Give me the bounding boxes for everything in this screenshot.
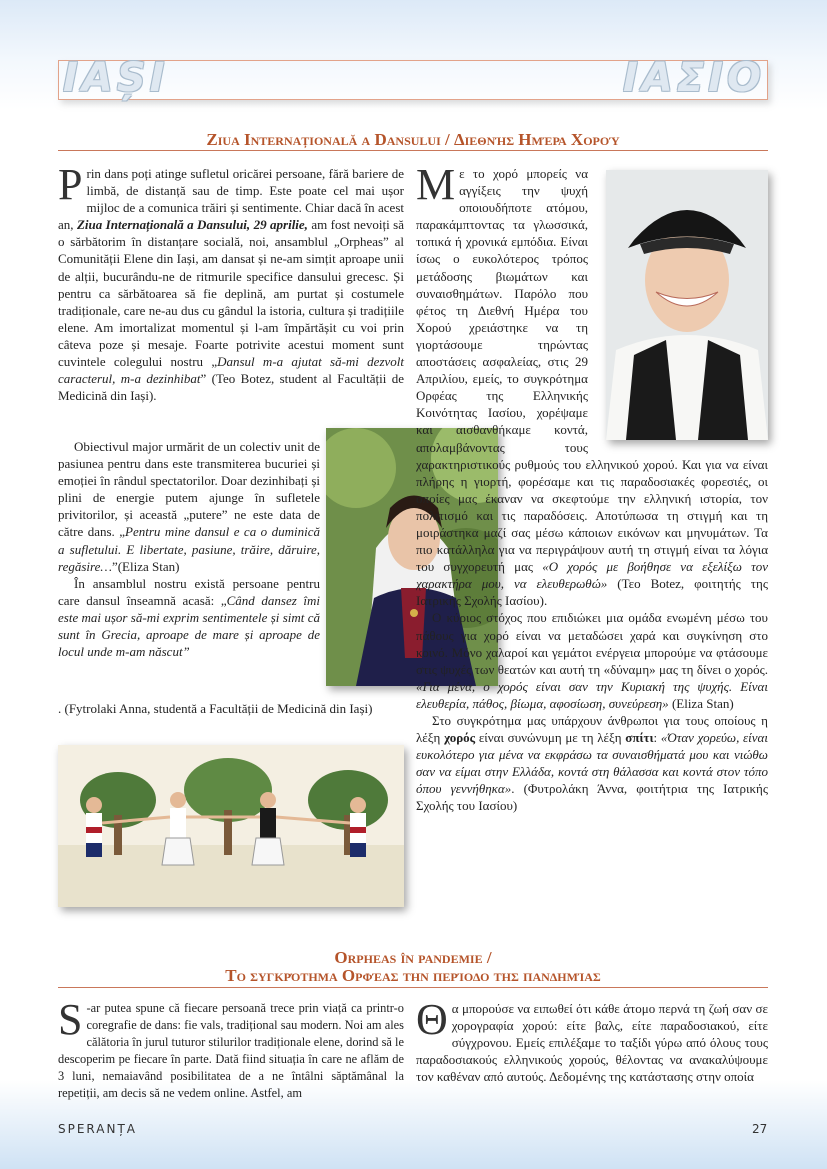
ro-text: ” (Teo Botez, student al Facultății de Medicină din Iași). bbox=[58, 371, 404, 404]
footer-magazine-name: SPERANȚA bbox=[58, 1122, 138, 1136]
dancer-1 bbox=[86, 797, 102, 857]
gr-text-bold: χορός bbox=[444, 730, 476, 746]
gr-text: ε το χορό μπορείς να αγγίξεις την ψυχή οποιουδήποτε ατόμου, παρακάμπτοντας τα γλωσσικά, τοπικά ή χρονικά εμπόδια. Είναι ίσως ο ευκολότερος τρόπος μετάδοσης βιωμάτων και συναισθημάτων. Παρόλο που φέτος τη Διεθνή Ημέρα του Χορού χρειάστηκε να τη γιορτάσουμε τηρώντας αποστάσεις ασφαλείας, στις 29 Απριλίου, εμείς, το συγκρότημα Ορφέας της Ελληνικής Κοινότητας Ιασίου, χορέψαμε και αισθανθήκαμε κοντά, απολαμβάνοντας τους χαρακτηριστικούς ρυθμούς του ελληνικού χορού. Και για να είναι πλήρης η γιορτή, φορέσαμε και τις παραδοσιακές φορεσιές, οι οποίες μας έκαναν να σκεφτούμε την ελληνική ιστορία, τον πολιτισμό και τις παραδόσεις. Αποτύπωσα τη στιγμή και τη μοιράστηκα μαζί σας μέσω κάποιων εικόνων και μηνυμάτων. Τα πιο κατάλληλα για να περιγράψουν αυτή τη στιγμή είναι τα λόγια του συγχορευτή μας bbox=[416, 166, 768, 575]
gr-pandemic-paragraph bbox=[416, 995, 768, 1085]
ro-text: rin dans poți atinge sufletul oricărei persoane, fără bariere de limbă, de distanță sau de timp. Este poate cel mai ușor mijloc de a comunica trăiri și sentimente. Chiar dacă în acest an, bbox=[58, 166, 404, 233]
gr-text: (Eliza Stan) bbox=[668, 695, 734, 711]
banner-word-iasi-gr: ΙΑΣΙΟ bbox=[622, 55, 765, 101]
ro-text: . (Fytrolaki Anna, studentă a Facultății de Medicină din Iași) bbox=[58, 701, 373, 716]
gr-quote: «Όταν χορεύω, είναι ευκολότερο για μένα να εκφράσω τα συναισθήματά μου και νιώθω σαν να είμαι στην Ελλάδα, κοντά στη θάλασσα και κοντά στον τόπο όπου γεννήθηκα» bbox=[416, 730, 768, 797]
title-rule bbox=[58, 150, 768, 151]
ro-dropcap: P bbox=[58, 160, 83, 209]
banner-word-iasi-ro: IAȘI bbox=[63, 55, 169, 101]
ro-article-tail bbox=[58, 700, 404, 717]
ro-paragraph-3-end bbox=[58, 700, 404, 717]
ro-text: -ar putea spune că fiecare persoană trece prin viață ca printr-o coregrafie de dans: fie vals, tradițional sau modern. Noi am ales călătoria în jurul tuturor stilurilor tradiționale elene, dorind să le descoperim pe fiecare în parte. Dată fiind situația în care ne aflăm de 3 luni, nemaiavând posibilitatea de a ne întâlni săptămânal la repetiții, am decis să ne vedem online. Astfel, am bbox=[58, 1001, 404, 1101]
painting-dancers bbox=[58, 745, 404, 907]
painting-dancers-illustration bbox=[58, 745, 404, 907]
ro-paragraph-1 bbox=[58, 160, 405, 404]
ro-text: ”(Eliza Stan) bbox=[111, 558, 180, 574]
photo-boy-with-cap bbox=[606, 170, 768, 440]
gr-pandemic-column bbox=[416, 995, 768, 1085]
gr-text: α μπορούσε να ειπωθεί ότι κάθε άτομο περνά τη ζωή σαν σε χορογραφία χορού: είτε βαλς, είτε παραδοσιακού, είτε σύγχρονου. Εμείς επιλέξαμε το ταξίδι γύρω από όλους τους παραδοσιακούς ελληνικούς χορούς, θέλοντας να ανακαλύψουμε τον καθέναν από αυτούς. Δεδομένης της κατάστασης στην οποία bbox=[416, 1001, 768, 1085]
gr-pandemic-dropcap: Θ bbox=[416, 995, 448, 1044]
gr-quote: «Για μένα, ο χορός είναι σαν την Κυριακή της ψυχής. Είναι ελευθερία, πάθος, βίωμα, αφοσίωση, συνεύρεση» bbox=[416, 678, 768, 711]
ro-article-column bbox=[58, 160, 405, 404]
ro-text: am fost nevoiți să o sărbătorim în distanțare socială, noi, ansamblul „Orpheas” al Comunității Elene din Iași, am dansat și ne-am simțit aproape unii de alții, bucurându-ne de ritmurile specifice dansului grecesc. Și pentru ca sărbătoarea să fie deplină, am purtat și costumele tradiționale, care ne-au dus cu gândul la istoria, cultura și tradițiile elene. Am imortalizat momentul și l-am împărtășit cu voi prin câteva poze și mesaje. Foarte potrivite acestui moment sunt cuvintele colegului nostru „ bbox=[58, 217, 404, 370]
ro-article-column-narrow bbox=[58, 438, 320, 660]
ro-text: În ansamblul nostru există persoane pentru care dansul înseamnă acasă: „ bbox=[58, 575, 320, 608]
gr-paragraph-2 bbox=[416, 609, 768, 712]
gr-text: Ο κύριος στόχος που επιδιώκει μια ομάδα ενωμένη μέσω του πάθους για χορό είναι να μεταδώσει χαρά και συγκίνηση στο κοινό. Μόνο χαλαροί και γεμάτοι ενέργεια μπορούμε να φτάσουμε στις ψυχές των θεατών και αυτή τη «δύναμη» μας τη δίνει ο χορός. bbox=[416, 610, 768, 677]
footer-page-number: 27 bbox=[752, 1122, 768, 1136]
gr-text: είναι συνώνυμη με τη λέξη bbox=[475, 730, 626, 746]
ro-quote: Pentru mine dansul e ca o duminică a sufletului. E libertate, pasiune, trăire, dăruire, regăsire… bbox=[58, 524, 320, 574]
ro-pandemic-column bbox=[58, 995, 404, 1103]
gr-text: : bbox=[653, 730, 661, 746]
section-title-pandemic-ro: Orpheas în pandemie / bbox=[334, 948, 492, 967]
ro-pandemic-dropcap: S bbox=[58, 995, 83, 1044]
gr-dropcap-flow: Μ bbox=[416, 165, 456, 209]
gr-text: . (Φυτρολάκη Άννα, φοιτήτρια της Ιατρικής Σχολής του Ιασίου) bbox=[416, 781, 768, 814]
gr-text: (Τεο Botez, φοιτητής της Ιατρικής Σχολής Ιασίου). bbox=[416, 576, 768, 609]
header-banner bbox=[58, 55, 768, 101]
section-title-dance-day: Ziua Internațională a Dansului / Διεθνής Ημέρα Χορού bbox=[206, 130, 620, 149]
ro-paragraph-2 bbox=[58, 438, 320, 575]
ro-quote: Când dansez îmi este mai ușor să-mi exprim sentimentele și simt că sunt în Grecia, aproape de mare și aproape de locul unde m-am născut” bbox=[58, 592, 321, 660]
gr-paragraph-3 bbox=[416, 712, 768, 815]
ro-text-emphasis: Ziua Internațională a Dansului, 29 aprilie, bbox=[76, 217, 308, 233]
photo-boy-illustration bbox=[606, 170, 768, 440]
dancer-4 bbox=[350, 797, 366, 857]
ro-text: Obiectivul major urmărit de un colectiv unit de pasiunea pentru dans este transmiterea bucuriei și emoției în rândul spectatorilor. Doar dezinhibați și plini de energie putem ajunge în sufletele privitorilor, și această „putere” ne este data de către dans. „ bbox=[58, 439, 320, 540]
title-rule-2 bbox=[58, 987, 768, 988]
gr-text-bold: σπίτι bbox=[625, 730, 654, 746]
ro-paragraph-3 bbox=[58, 575, 320, 660]
ro-quote: Dansul m-a ajutat să-mi dezvolt caracterul, m-a dezinhibat bbox=[58, 354, 405, 387]
ro-pandemic-paragraph bbox=[58, 995, 404, 1103]
section-title-pandemic-gr: Το συγκρότημα Ορφέας την περίοδο της πανδημίας bbox=[225, 966, 601, 985]
gr-text: Στο συγκρότημα μας υπάρχουν άνθρωποι για τους οποίους η λέξη bbox=[416, 713, 768, 746]
gr-quote: «Ο χορός με βοήθησε να εξελίξω τον χαρακτήρα μου, να ελευθερωθώ» bbox=[416, 559, 768, 592]
